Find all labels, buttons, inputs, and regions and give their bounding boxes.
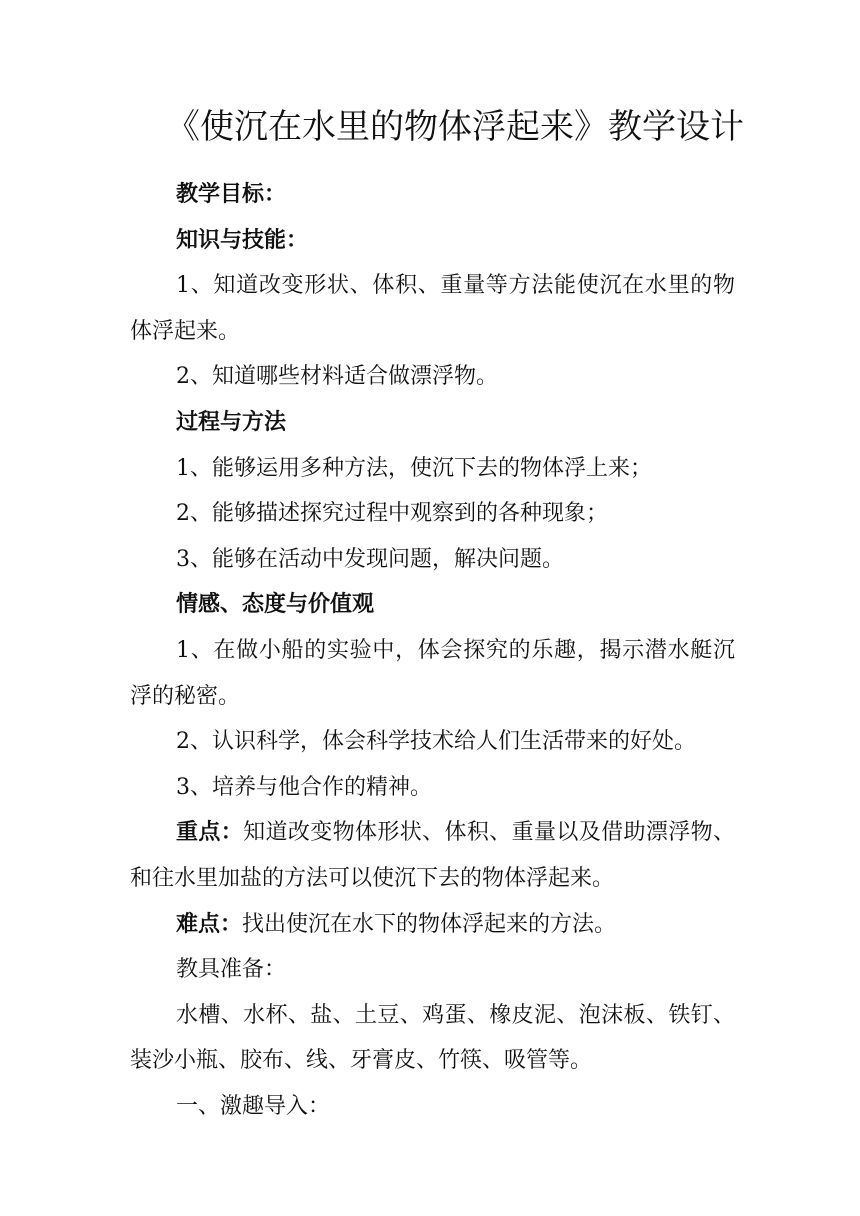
process-item-2: 2、能够描述探究过程中观察到的各种现象； [176,501,608,527]
document-title: 《使沉在水里的物体浮起来》教学设计 [166,107,744,147]
knowledge-item-1: 1、知道改变形状、体积、重量等方法能使沉在水里的物体浮起来。 [130,273,735,344]
emotion-item-3: 3、培养与他合作的精神。 [176,774,432,800]
goals-heading: 教学目标： [176,181,287,207]
knowledge-heading: 知识与技能： [176,226,309,253]
emotion-heading: 情感、态度与价值观 [176,591,375,618]
difficult-point [130,902,735,948]
difficult-point-text: 找出使沉在水下的物体浮起来的方法。 [242,911,617,937]
process-item-3: 3、能够在活动中发现问题，解决问题。 [176,546,564,572]
document-body [130,172,735,1129]
emotion-item-2: 2、认识科学，体会科学技术给人们生活带来的好处。 [176,729,696,755]
emotion-item-1: 1、在做小船的实验中，体会探究的乐趣，揭示潜水艇沉浮的秘密。 [130,637,735,709]
knowledge-item-2: 2、知道哪些材料适合做漂浮物。 [176,364,498,390]
materials-text: 水槽、水杯、盐、土豆、鸡蛋、橡皮泥、泡沫板、铁钉、装沙小瓶、胶布、线、牙膏皮、竹筷、吸管等。 [130,1002,735,1074]
difficult-point-label: 难点： [176,910,243,937]
key-point-label: 重点： [176,819,244,846]
section-1-heading: 一、激趣导入： [176,1093,331,1119]
key-point [130,810,735,901]
process-item-1: 1、能够运用多种方法，使沉下去的物体浮上来； [176,455,652,481]
key-point-text: 知道改变物体形状、体积、重量以及借助漂浮物、和往水里加盐的方法可以使沉下去的物体浮起来。 [130,820,735,891]
process-heading: 过程与方法 [176,408,287,435]
materials-heading: 教具准备： [176,957,287,983]
